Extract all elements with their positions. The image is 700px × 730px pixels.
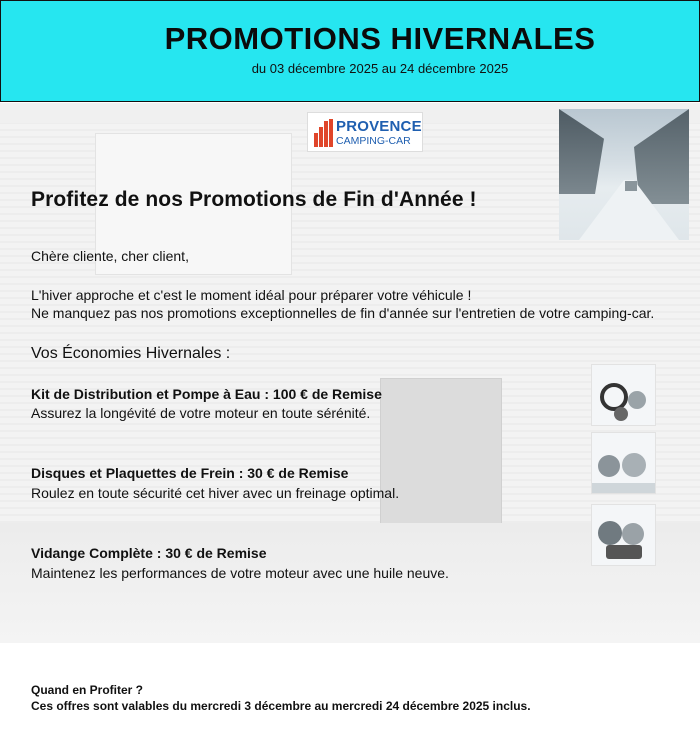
oil-change-thumbnail (591, 504, 656, 566)
provence-camping-car-logo (307, 112, 423, 152)
offer-title: Disques et Plaquettes de Frein : 30 € de Remise (31, 465, 349, 481)
offer-title: Kit de Distribution et Pompe à Eau : 100 € de Remise (31, 386, 382, 402)
intro-line-1: L'hiver approche et c'est le moment idéal pour préparer votre véhicule ! (31, 287, 472, 303)
intro-line-2: Ne manquez pas nos promotions exceptionnelles de fin d'année sur l'entretien de votre camping-car. (31, 305, 655, 321)
footer-validity: Ces offres sont valables du mercredi 3 décembre au mercredi 24 décembre 2025 inclus. (31, 699, 531, 713)
banner-dates: du 03 décembre 2025 au 24 décembre 2025 (251, 61, 509, 76)
banner-title: PROMOTIONS HIVERNALES (164, 21, 596, 56)
headline: Profitez de nos Promotions de Fin d'Année ! (31, 188, 477, 211)
brake-discs-thumbnail (591, 432, 656, 494)
offer-desc: Maintenez les performances de votre moteur avec une huile neuve. (31, 565, 449, 581)
footer-question: Quand en Profiter ? (31, 683, 144, 697)
logo-brand: PROVENCE (336, 118, 422, 135)
logo-sub: CAMPING-CAR (336, 135, 411, 147)
winter-road-photo (559, 109, 689, 240)
header-banner (0, 0, 700, 102)
section-title: Vos Économies Hivernales : (31, 345, 231, 362)
offer-desc: Roulez en toute sécurité cet hiver avec un freinage optimal. (31, 485, 400, 501)
greeting: Chère cliente, cher client, (31, 248, 189, 264)
logo-bars-icon (314, 119, 334, 147)
offer-title: Vidange Complète : 30 € de Remise (31, 545, 267, 561)
distribution-kit-thumbnail (591, 364, 656, 426)
offer-desc: Assurez la longévité de votre moteur en toute sérénité. (31, 405, 371, 421)
